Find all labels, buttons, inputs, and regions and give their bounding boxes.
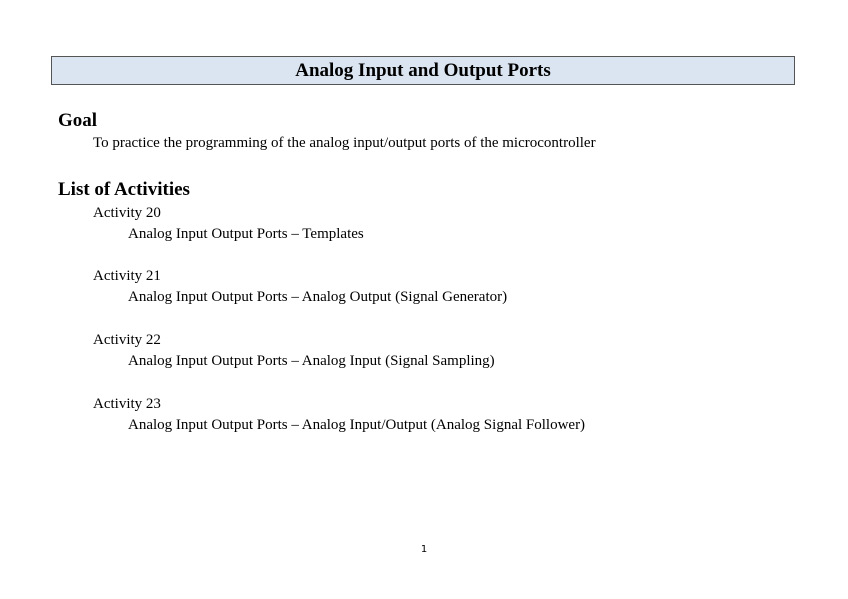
activity-number: Activity 20 <box>93 205 161 221</box>
activity-number: Activity 21 <box>93 268 161 284</box>
activity-description: Analog Input Output Ports – Analog Output (Signal Generator) <box>128 289 508 305</box>
goal-heading: Goal <box>58 110 98 131</box>
activity-item-21 <box>93 269 793 305</box>
activity-item-22 <box>93 333 793 369</box>
activity-number: Activity 22 <box>93 332 161 348</box>
page-number: 1 <box>420 544 428 555</box>
activity-item-23 <box>93 397 793 433</box>
activity-item-20 <box>93 206 793 242</box>
activity-description: Analog Input Output Ports – Analog Input/Output (Analog Signal Follower) <box>128 417 586 433</box>
page-title: Analog Input and Output Ports <box>295 60 551 81</box>
activities-heading: List of Activities <box>58 179 190 200</box>
activity-description: Analog Input Output Ports – Analog Input (Signal Sampling) <box>128 353 495 369</box>
activity-description: Analog Input Output Ports – Templates <box>128 226 364 242</box>
page-title-banner <box>51 56 795 85</box>
goal-text: To practice the programming of the analog input/output ports of the microcontroller <box>93 135 596 151</box>
activity-number: Activity 23 <box>93 396 161 412</box>
